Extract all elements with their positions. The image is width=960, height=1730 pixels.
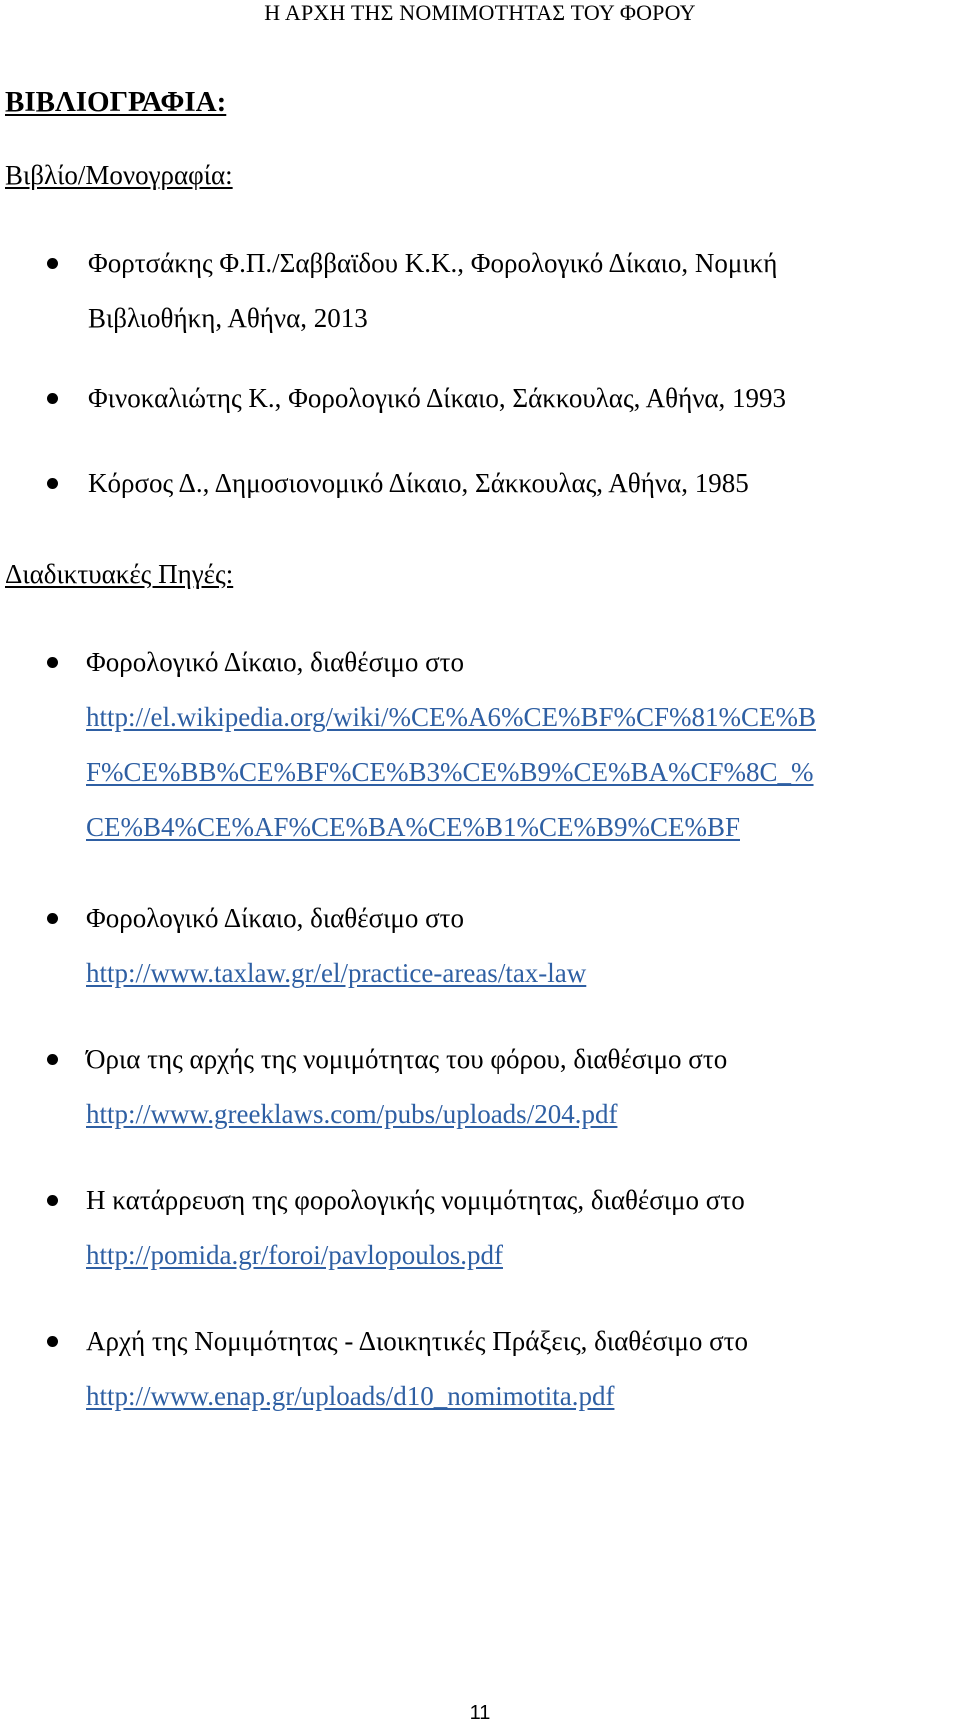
web-sources-heading: Διαδικτυακές Πηγές:	[5, 559, 234, 589]
source-title: Φορολογικό Δίκαιο, διαθέσιμο στο	[86, 903, 465, 933]
book-entry-line: Φινοκαλιώτης Κ., Φορολογικό Δίκαιο, Σάκκουλας, Αθήνα, 1993	[88, 383, 787, 413]
source-link[interactable]: CE%B4%CE%AF%CE%BA%CE%B1%CE%B9%CE%BF	[86, 812, 740, 842]
bullet-icon	[47, 393, 58, 404]
running-header: Η ΑΡΧΗ ΤΗΣ ΝΟΜΙΜΟΤΗΤΑΣ ΤΟΥ ΦΟΡΟΥ	[264, 0, 696, 25]
bibliography-heading: ΒΙΒΛΙΟΓΡΑΦΙΑ:	[5, 86, 227, 118]
bullet-icon	[47, 1336, 58, 1347]
source-title: Αρχή της Νομιμότητας - Διοικητικές Πράξεις, διαθέσιμο στο	[86, 1326, 749, 1356]
source-link[interactable]: http://www.enap.gr/uploads/d10_nomimotita.pdf	[86, 1381, 615, 1411]
book-entry-line: Κόρσος Δ., Δημοσιονομικό Δίκαιο, Σάκκουλας, Αθήνα, 1985	[88, 468, 749, 498]
source-link[interactable]: http://pomida.gr/foroi/pavlopoulos.pdf	[86, 1240, 503, 1270]
bullet-icon	[47, 1195, 58, 1206]
source-link[interactable]: http://www.taxlaw.gr/el/practice-areas/tax-law	[86, 958, 587, 988]
source-title: Όρια της αρχής της νομιμότητας του φόρου, διαθέσιμο στο	[86, 1044, 728, 1074]
bullet-icon	[47, 258, 58, 269]
source-link[interactable]: http://www.greeklaws.com/pubs/uploads/204.pdf	[86, 1099, 618, 1129]
book-entry-line: Φορτσάκης Φ.Π./Σαββαϊδου Κ.Κ., Φορολογικό Δίκαιο, Νομική	[88, 248, 778, 278]
source-link[interactable]: http://el.wikipedia.org/wiki/%CE%A6%CE%BF%CF%81%CE%B	[86, 702, 816, 732]
bullet-icon	[47, 913, 58, 924]
bullet-icon	[47, 1054, 58, 1065]
bullet-icon	[47, 657, 58, 668]
source-title: Φορολογικό Δίκαιο, διαθέσιμο στο	[86, 647, 465, 677]
page-number: 11	[469, 1702, 491, 1724]
bullet-icon	[47, 478, 58, 489]
source-title: Η κατάρρευση της φορολογικής νομιμότητας, διαθέσιμο στο	[86, 1185, 745, 1215]
books-section-heading: Βιβλίο/Μονογραφία:	[5, 160, 233, 190]
source-link[interactable]: F%CE%BB%CE%BF%CE%B3%CE%B9%CE%BA%CF%8C_%	[86, 757, 814, 787]
book-entry-line: Βιβλιοθήκη, Αθήνα, 2013	[88, 303, 368, 333]
